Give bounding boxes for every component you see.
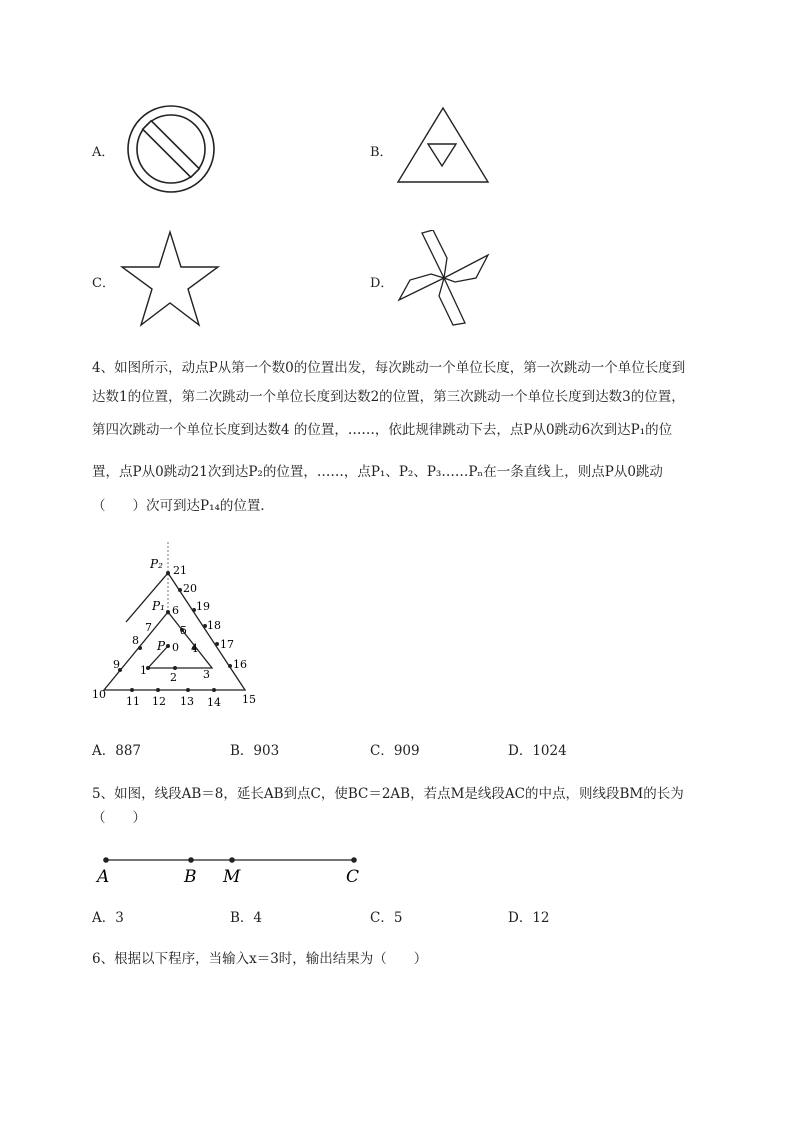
q5-option-d: D．12 [508,910,550,926]
point-m: M [223,867,241,887]
num-11: 11 [126,695,140,708]
q5-option-c: C．5 [370,910,403,926]
num-13: 13 [180,695,194,708]
q5-option-a: A．3 [92,910,124,926]
q6-text-line1: 6、根据以下程序，当输入x＝3时，输出结果为（ ） [92,951,428,967]
num-17: 17 [220,638,234,651]
q4-text-line2: 达数1的位置，第二次跳动一个单位长度到达数2的位置，第三次跳动一个单位长度到达数3的位置， [92,389,685,405]
q4-text-line1: 4、如图所示，动点P从第一个数0的位置出发，每次跳动一个单位长度，第一次跳动一个单位长度到 [92,360,686,376]
q5-text-line2: （ ） [92,810,146,826]
num-2: 2 [170,671,177,684]
triangle-in-triangle-figure [396,106,490,186]
q5-line-segment-figure [90,850,370,890]
q4-text-line5: （ ）次可到达P₁₄的位置． [92,498,274,514]
num-4: 4 [191,642,198,655]
num-15: 15 [242,693,256,706]
q4-option-b: B．903 [230,743,280,759]
num-18: 18 [207,619,221,632]
point-b: B [184,867,197,887]
q3-option-c-label: C． [92,276,115,291]
num-5: 5 [180,624,187,637]
label-p: P [157,639,166,653]
five-point-star-figure [118,230,222,328]
num-12: 12 [152,695,166,708]
num-20: 20 [183,582,197,595]
q4-spiral-triangle-figure [90,540,270,715]
q5-text-line1: 5、如图，线段AB＝8，延长AB到点C，使BC＝2AB，若点M是线段AC的中点，则线段BM的长为 [92,786,684,802]
point-c: C [346,867,360,887]
num-1: 1 [140,664,147,677]
q4-text-line3: 第四次跳动一个单位长度到达数4 的位置，……，依此规律跳动下去，点P从0跳动6次到达P₁的位 [92,422,673,438]
point-a: A [97,867,110,887]
pinwheel-figure [395,230,493,326]
num-7: 7 [145,621,152,634]
num-8: 8 [132,634,139,647]
num-14: 14 [207,696,221,709]
num-0: 0 [172,641,179,654]
num-9: 9 [113,658,120,671]
q3-option-b-label: B． [370,145,393,160]
prohibition-circle-figure [125,103,217,195]
num-6: 6 [172,604,179,617]
label-p2: P₂ [150,557,163,571]
num-10: 10 [92,688,106,701]
q3-option-d-label: D． [370,276,394,291]
q4-text-line4: 置，点P从0跳动21次到达P₂的位置，……，点P₁、P₂、P₃……Pₙ在一条直线上，则点P从0跳动 [92,464,663,480]
q4-option-c: C．909 [370,743,420,759]
q4-option-d: D．1024 [508,743,567,759]
num-3: 3 [203,668,210,681]
q3-option-a-label: A． [92,145,115,160]
q5-option-b: B．4 [230,910,263,926]
q4-option-a: A．887 [92,743,142,759]
num-19: 19 [196,600,210,613]
num-16: 16 [233,658,247,671]
num-21: 21 [173,564,187,577]
label-p1: P₁ [152,599,165,613]
